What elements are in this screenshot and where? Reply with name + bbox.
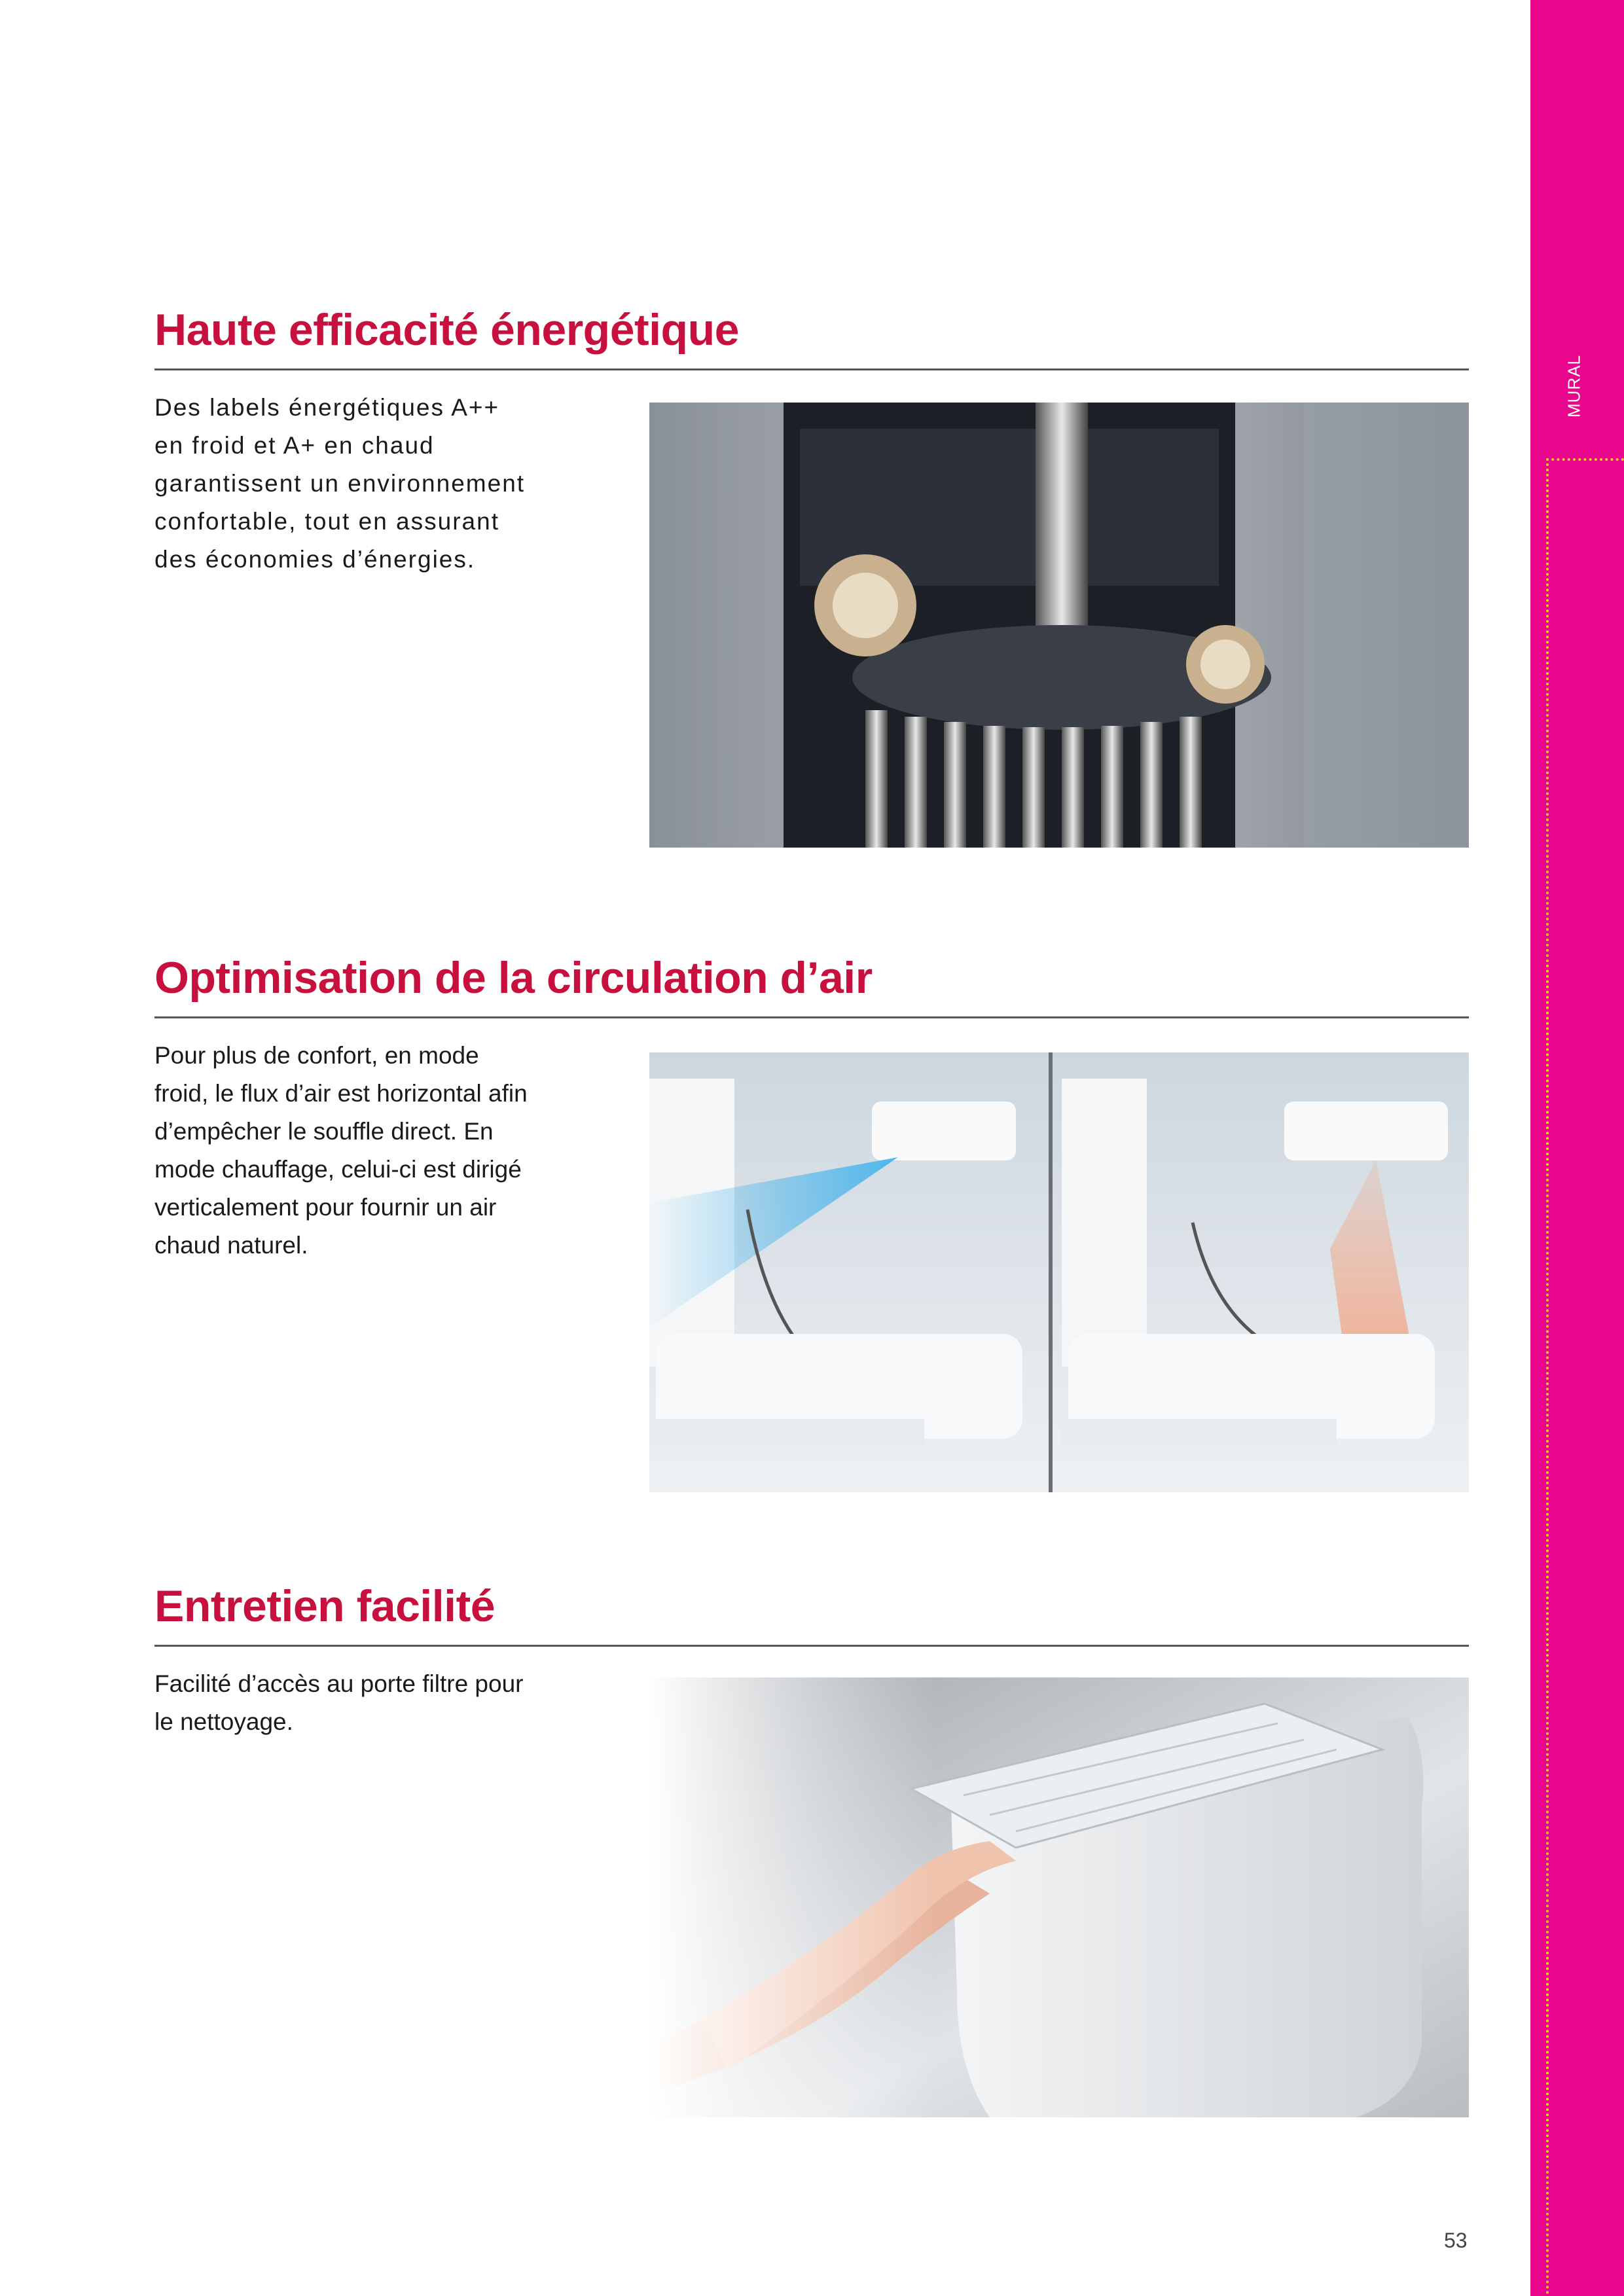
compressor-image xyxy=(649,403,1469,848)
divider xyxy=(154,368,1469,370)
section-easy-maintenance xyxy=(154,1581,1469,2127)
section-text: Des labels énergétiques A++ en froid et A+ en chaud garantissent un environnement confortable, tout en assurant des économies d’énergies. xyxy=(154,394,526,573)
section-title: Entretien facilité xyxy=(154,1581,496,1631)
section-air-circulation xyxy=(154,953,1469,1499)
divider xyxy=(154,1645,1469,1647)
airflow-comparison-image xyxy=(649,1052,1469,1492)
divider xyxy=(154,1016,1469,1018)
section-title: Haute efficacité énergétique xyxy=(154,305,739,355)
dotted-guide xyxy=(1546,458,1624,2296)
section-text: Pour plus de confort, en mode froid, le flux d’air est horizontal afin d’empêcher le souffle direct. En mode chauffage, celui-ci est dirigé verticalement pour fournir un air chaud naturel. xyxy=(154,1042,528,1259)
section-text: Facilité d’accès au porte filtre pour le nettoyage. xyxy=(154,1670,524,1735)
page-number: 53 xyxy=(1444,2229,1468,2252)
filter-access-image xyxy=(649,1677,1469,2117)
side-tab-label: MURAL xyxy=(1564,354,1584,418)
section-title: Optimisation de la circulation d’air xyxy=(154,953,873,1003)
section-energy-efficiency xyxy=(154,305,1469,851)
